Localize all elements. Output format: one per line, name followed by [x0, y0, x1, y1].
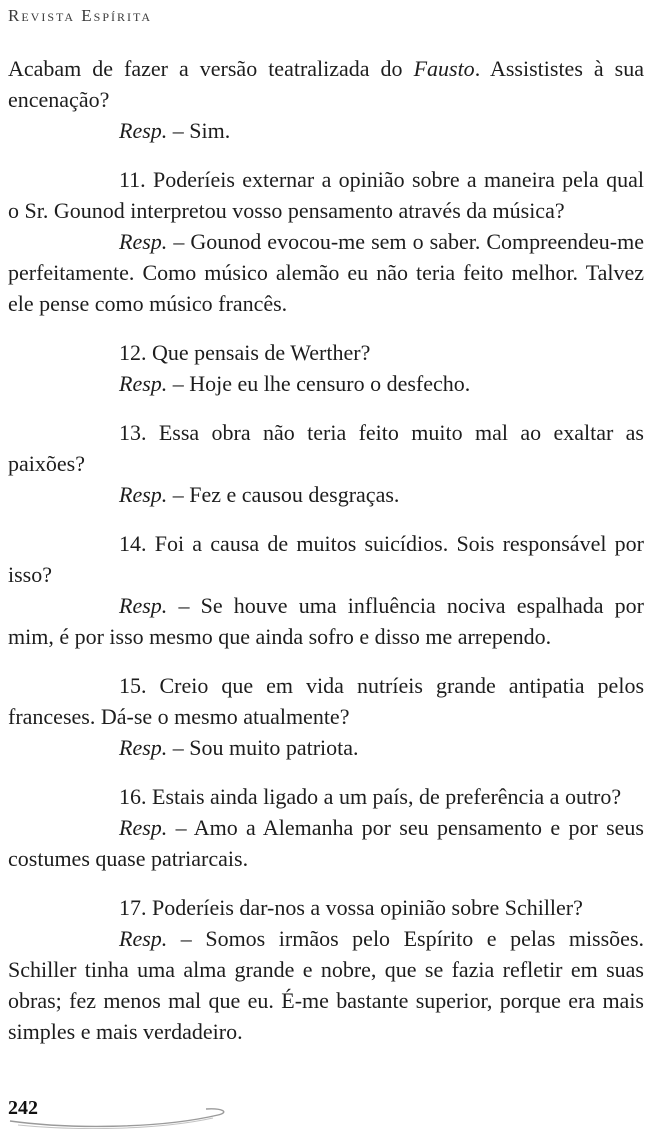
resp-label: Resp. — [119, 118, 168, 143]
page-footer — [8, 1097, 238, 1131]
answer-11 — [8, 226, 644, 319]
resp-label: Resp. — [119, 815, 168, 840]
question-11: 11. Poderíeis externar a opinião sobre a maneira pela qual o Sr. Gounod interpretou vosso pensamento através da música? — [8, 167, 644, 223]
resp-label: Resp. — [119, 482, 168, 507]
answer-text: – Somos irmãos pelo Espírito e pelas missões. Schiller tinha uma alma grande e nobre, que se fazia refletir em suas obras; fez menos mal que eu. É-me bastante superior, porque era mais simples e mais verdadeiro. — [8, 926, 644, 1044]
resp-label: Resp. — [119, 229, 168, 254]
intro-answer — [8, 115, 644, 146]
answer-15 — [8, 732, 644, 763]
answer-text: – Sim. — [167, 118, 231, 143]
intro-question-text-before: Acabam de fazer a versão teatralizada do — [8, 56, 414, 81]
running-header: Revista Espírita — [8, 6, 153, 25]
answer-text: – Gounod evocou-me sem o saber. Compreendeu-me perfeitamente. Como músico alemão eu não teria feito melhor. Talvez ele pense como músico francês. — [8, 229, 644, 316]
resp-label: Resp. — [119, 735, 168, 760]
question-13: 13. Essa obra não teria feito muito mal ao exaltar as paixões? — [8, 420, 644, 476]
resp-label: Resp. — [119, 926, 168, 951]
intro-question — [8, 53, 644, 115]
answer-text: – Se houve uma influência nociva espalhada por mim, é por isso mesmo que ainda sofro e disso me arrependo. — [8, 593, 644, 649]
answer-text: – Sou muito patriota. — [167, 735, 359, 760]
question-16: 16. Estais ainda ligado a um país, de preferência a outro? — [119, 784, 622, 809]
answer-12 — [8, 368, 644, 399]
question-17: 17. Poderíeis dar-nos a vossa opinião sobre Schiller? — [119, 895, 583, 920]
answer-17 — [8, 923, 644, 1047]
answer-text: – Hoje eu lhe censuro o desfecho. — [167, 371, 471, 396]
question-14: 14. Foi a causa de muitos suicídios. Sois responsável por isso? — [8, 531, 644, 587]
intro-question-text-after: . Assististes à sua encenação? — [8, 56, 644, 112]
resp-label: Resp. — [119, 371, 168, 396]
intro-work-title: Fausto — [413, 56, 475, 81]
question-15: 15. Creio que em vida nutríeis grande antipatia pelos franceses. Dá-se o mesmo atualmente? — [8, 673, 644, 729]
page-number: 242 — [8, 1097, 38, 1119]
answer-text: – Amo a Alemanha por seu pensamento e por seus costumes quase patriarcais. — [8, 815, 644, 871]
page-body — [8, 53, 644, 1047]
answer-13 — [8, 479, 644, 510]
answer-text: – Fez e causou desgraças. — [167, 482, 400, 507]
answer-16 — [8, 812, 644, 874]
answer-14 — [8, 590, 644, 652]
page-number-swoosh-decoration — [8, 1099, 238, 1129]
resp-label: Resp. — [119, 593, 168, 618]
question-12: 12. Que pensais de Werther? — [119, 340, 371, 365]
